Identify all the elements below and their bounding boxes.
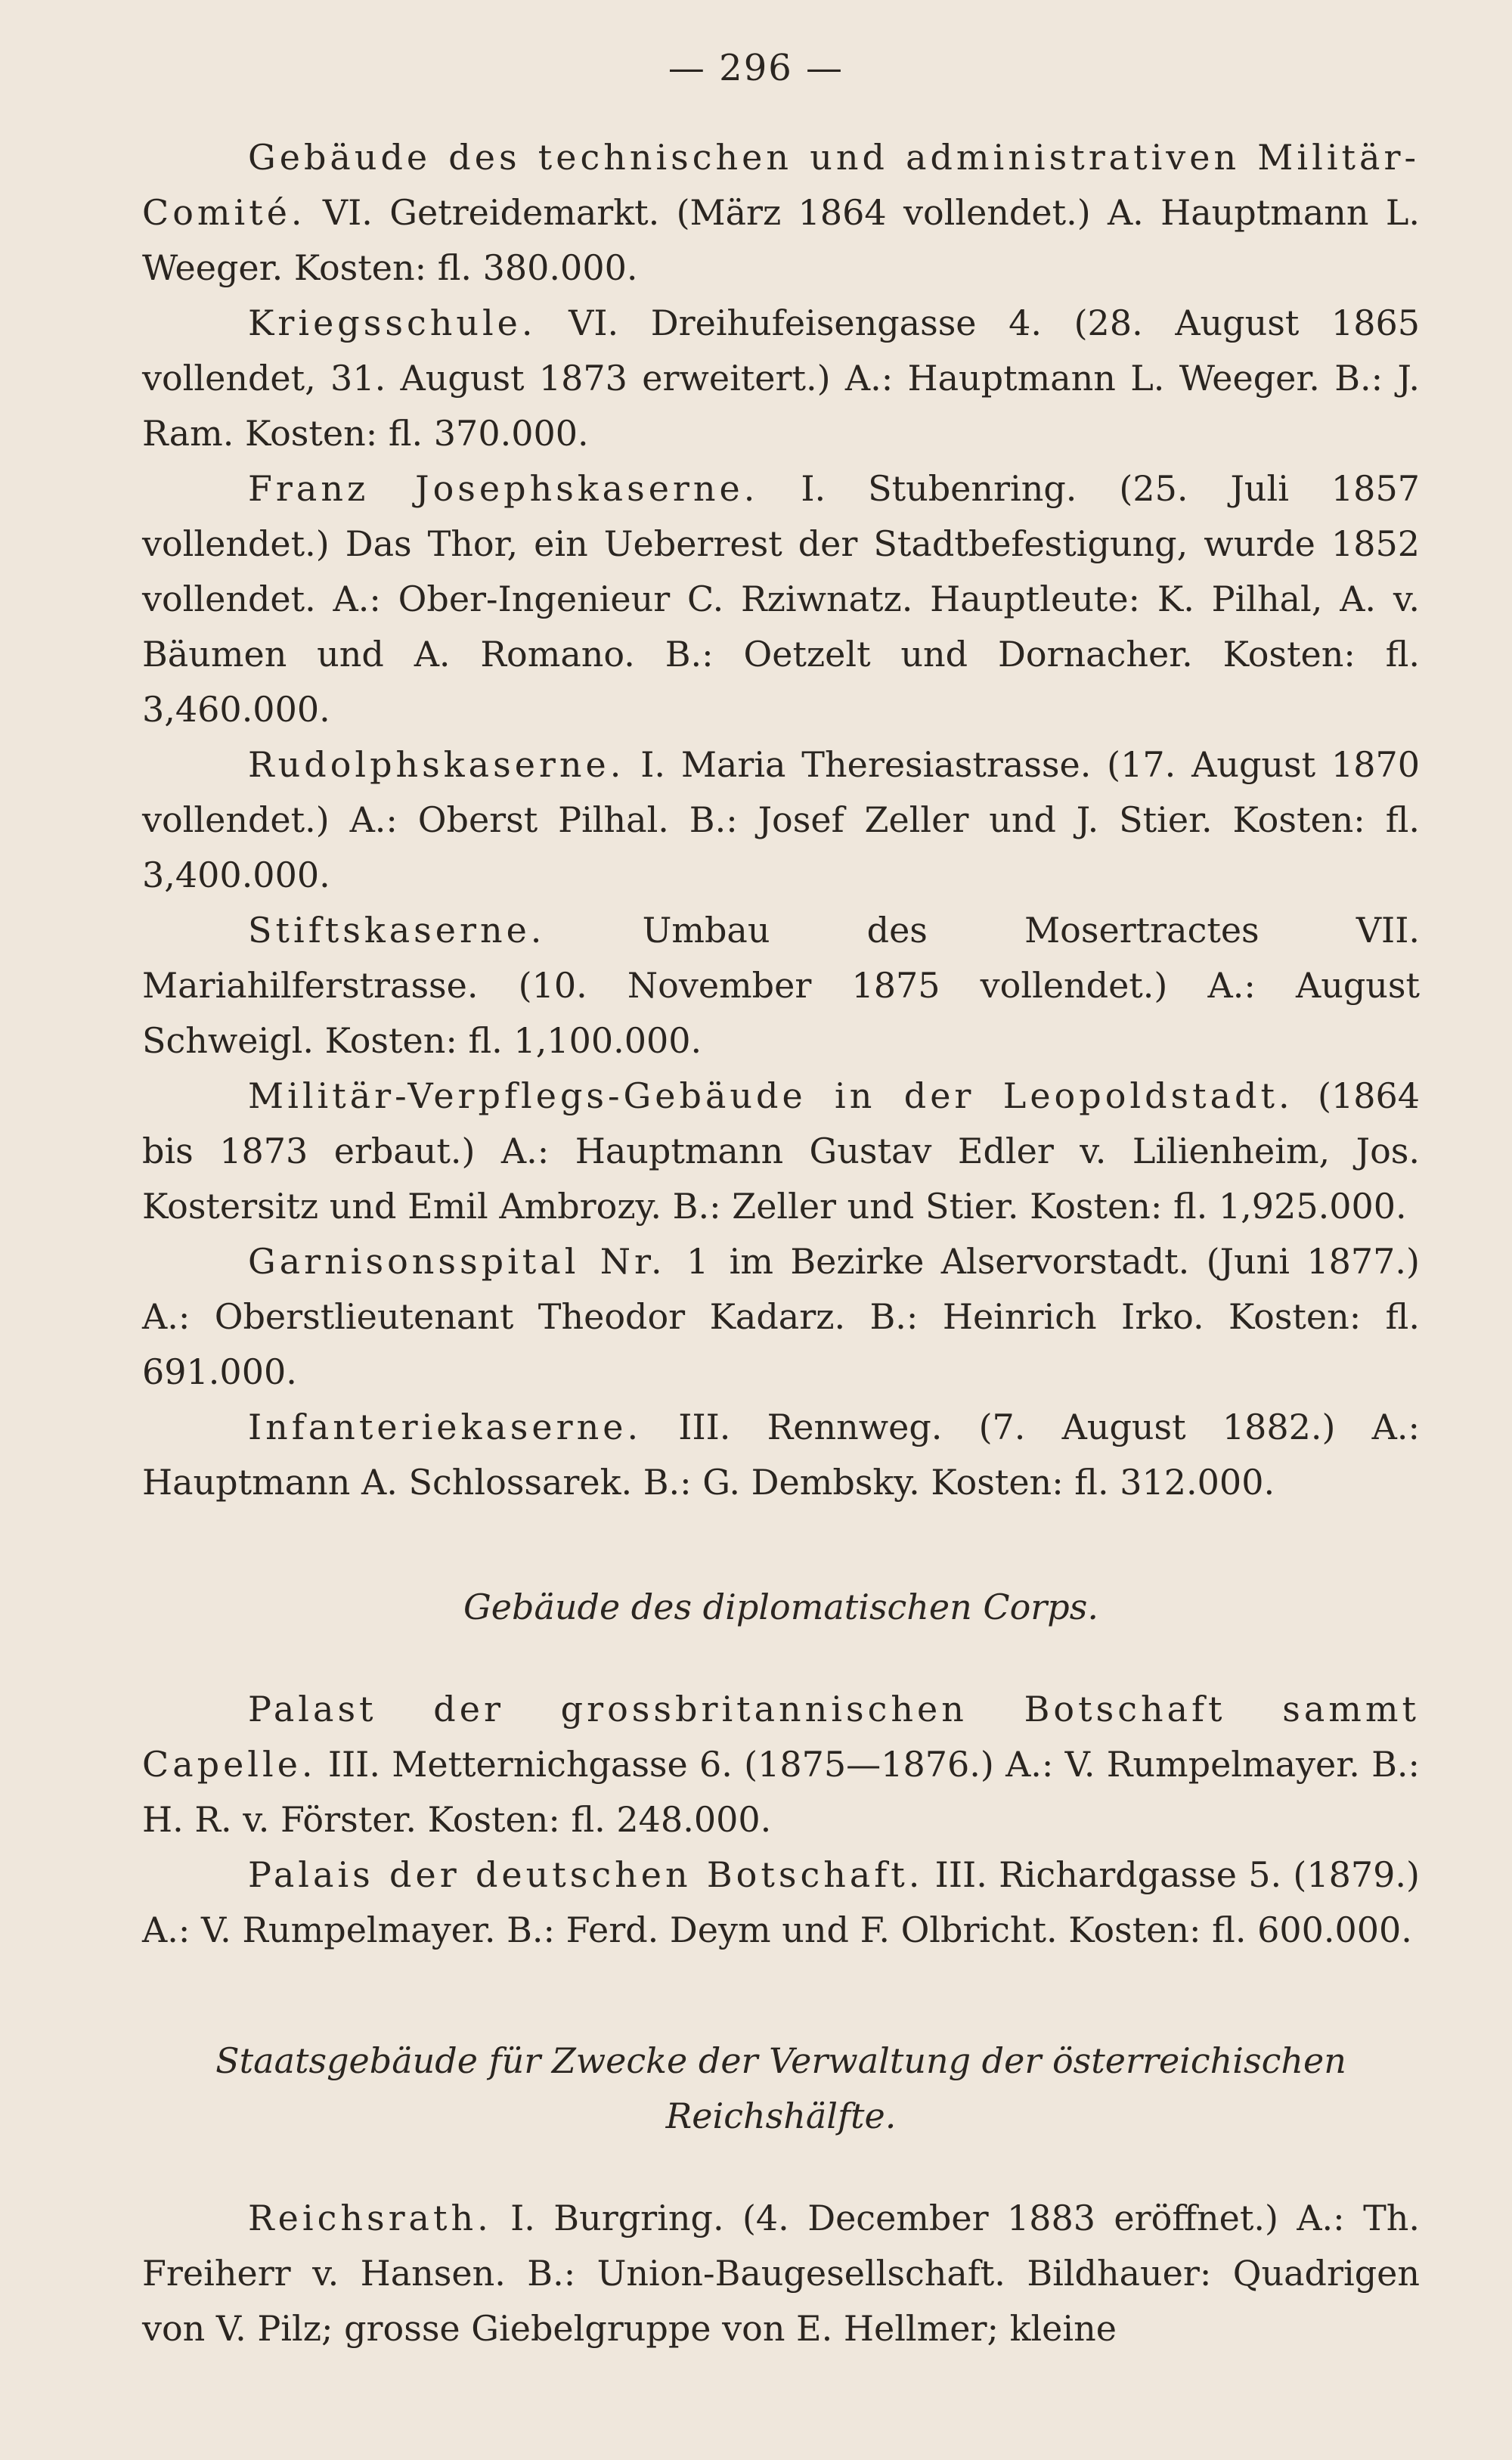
entry-grossbritannische-botschaft (142, 1682, 1420, 1847)
entry-title: Gebäude des technischen und administrativen Militär-Comité. (142, 137, 1420, 233)
section-heading-diplomatic: Gebäude des diplomatischen Corps. (463, 1587, 1098, 1627)
entry-title: Palais der deutschen Botschaft. (248, 1854, 924, 1895)
entry-text: III. Metternichgasse 6. (1875—1876.) A.: V. Rumpelmayer. B.: H. R. v. Förster. Kosten: fl. 248.000. (142, 1744, 1420, 1840)
entry-text: (1864 bis 1873 erbaut.) A.: Hauptmann Gustav Edler v. Lilienheim, Jos. Kostersitz und Emil Ambrozy. B.: Zeller und Stier. Kosten: fl. 1,925.000. (142, 1075, 1421, 1227)
page-body (142, 130, 1420, 2356)
entry-text: I. Stubenring. (25. Juli 1857 vollendet.) Das Thor, ein Ueberrest der Stadtbefestigung, wurde 1852 vollendet. A.: Ober-Ingenieur C. Rziwnatz. Hauptleute: K. Pilhal, A. v. Bäumen und A. Romano. B.: Oetzelt und Dornacher. Kosten: fl. 3,460.000. (142, 468, 1420, 730)
entry-title: Militär-Verpflegs-Gebäude in der Leopoldstadt. (248, 1075, 1294, 1116)
page-number: — 296 — (668, 47, 844, 89)
entry-text: I. Burgring. (4. December 1883 eröffnet.) A.: Th. Freiherr v. Hansen. B.: Union-Baugesellschaft. Bildhauer: Quadrigen von V. Pilz; grosse Giebelgruppe von E. Hellmer; kleine (142, 2198, 1420, 2349)
entry-text: VI. Dreihufeisengasse 4. (28. August 1865 vollendet, 31. August 1873 erweitert.) A.: Hauptmann L. Weeger. B.: J. Ram. Kosten: fl. 370.000. (142, 302, 1420, 454)
entry-title: Infanteriekaserne. (248, 1407, 643, 1447)
entry-militaer-comite (142, 130, 1420, 296)
entry-stiftskaserne (142, 903, 1420, 1069)
entry-title: Rudolphskaserne. (248, 744, 625, 785)
entry-title: Garnisonsspital Nr. 1 (248, 1241, 713, 1282)
entry-title: Kriegsschule. (248, 302, 537, 343)
entry-deutsche-botschaft (142, 1847, 1420, 1958)
entry-garnisonsspital (142, 1234, 1420, 1400)
entry-text: im Bezirke Alservorstadt. (Juni 1877.) A.: Oberstlieutenant Theodor Kadarz. B.: Heinrich Irko. Kosten: fl. 691.000. (142, 1241, 1420, 1392)
entry-text: VI. Getreidemarkt. (März 1864 vollendet.) A. Hauptmann L. Weeger. Kosten: fl. 380.000. (142, 192, 1420, 288)
entry-text: I. Maria Theresiastrasse. (17. August 1870 vollendet.) A.: Oberst Pilhal. B.: Josef Zeller und J. Stier. Kosten: fl. 3,400.000. (142, 744, 1420, 895)
entry-title: Reichsrath. (248, 2198, 492, 2238)
entry-title: Franz Josephskaserne. (248, 468, 759, 509)
entry-text: III. Rennweg. (7. August 1882.) A.: Hauptmann A. Schlossarek. B.: G. Dembsky. Kosten: fl. 312.000. (142, 1407, 1420, 1503)
entry-rudolphskaserne (142, 737, 1420, 903)
entry-title: Stiftskaserne. (248, 910, 546, 951)
entry-franz-josephskaserne (142, 461, 1420, 737)
section-heading-state: Staatsgebäude für Zwecke der Verwaltung der österreichischen Reichshälfte. (215, 2040, 1346, 2136)
entry-infanteriekaserne (142, 1400, 1420, 1510)
entry-text: Umbau des Mosertractes VII. Mariahilferstrasse. (10. November 1875 vollendet.) A.: August Schweigl. Kosten: fl. 1,100.000. (142, 910, 1420, 1061)
entry-kriegsschule (142, 296, 1420, 461)
entry-reichsrath (142, 2191, 1420, 2356)
entry-title: Palast der grossbritannischen Botschaft sammt Capelle. (142, 1689, 1420, 1785)
entry-verpflegs-gebaeude (142, 1069, 1420, 1234)
entry-text: III. Richardgasse 5. (1879.) A.: V. Rumpelmayer. B.: Ferd. Deym und F. Olbricht. Kosten: fl. 600.000. (142, 1854, 1420, 1950)
